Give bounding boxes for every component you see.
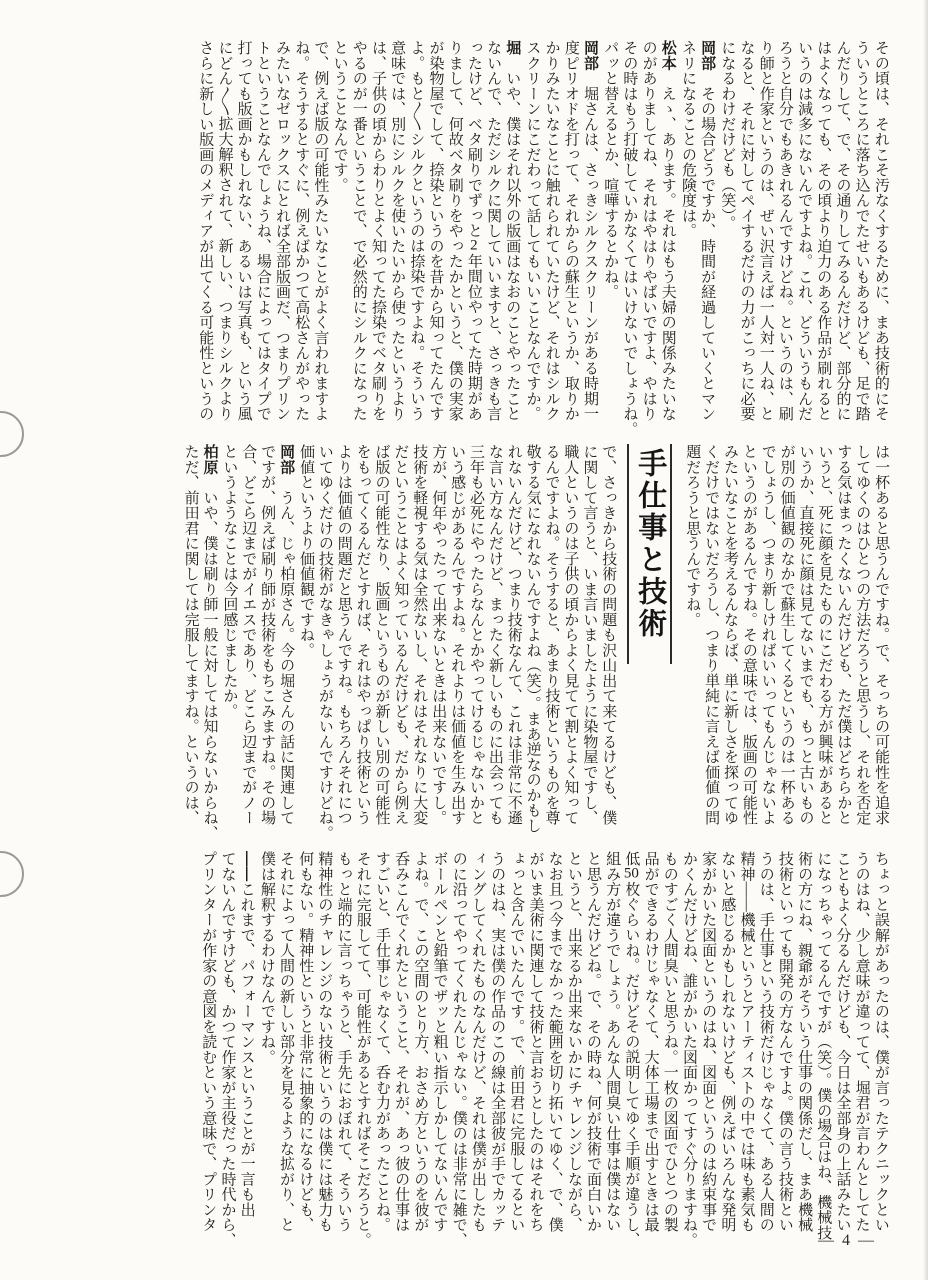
text-column: は、子供の頃からわりとよく知ってた捺染でベタ刷りを: [369, 40, 386, 422]
text-column: すごいと、手仕事じゃなくて、呑む力があったことね。: [373, 851, 390, 1233]
text-column: 岡部 堀さんは、さっきシルクスクリーンがある時期一: [582, 40, 599, 422]
text-column: ょっと含んでいたんです。で、前田君に完服してるとい: [508, 851, 525, 1233]
text-column: が別の価値観のなかで蘇生してくるというのは一杯ある: [778, 444, 795, 826]
text-column: でしょうし、つまり新しければいいってもんじゃないよ: [759, 444, 776, 826]
text-column: 合、どこら辺までがイエスであり、どこら辺までがノー: [240, 444, 257, 826]
text-column: うのはね、実は僕の作品のこの線は全部彼が手でカッテ: [489, 851, 506, 1233]
text-column: 堀 いや、僕はそれ以外の版画はなおのことやったこと: [504, 40, 522, 422]
text-column: るんですよね。そうすると、あまり技術というものを尊: [543, 444, 560, 826]
text-column: と思うんだけどね。で、その時ね、何が技術で面白いか: [585, 851, 601, 1233]
text-column: 家がかいた図面というのはね、図面というのは約束事で: [700, 851, 717, 1233]
text-column: というようなことは今回感じましたか。: [221, 444, 238, 719]
text-column: その頃は、それこそ汚なくするために、まあ技術的にそ: [872, 40, 889, 422]
text-column: やるのが一番ということで、で必然的にシルクになった: [350, 40, 367, 422]
text-column: んだりして、で、その通りしてみるんだけど、部分的に: [834, 40, 851, 422]
text-column: は一杯あると思うんですね。で、そっちの可能性を追求: [873, 444, 890, 826]
text-column: 精神性のチャレンジのない技術というのは僕には魅力も: [316, 851, 333, 1233]
text-column: いてゆくだけの技術がなきゃしょうがないんですけどね。: [316, 444, 333, 841]
text-column: のに沿ってやってくれたんじゃない。僕のは非常に雑で、: [450, 851, 467, 1248]
text-column: ということなんです。: [331, 40, 348, 193]
band-3: [196, 851, 892, 1248]
text-column: なると、それに対してペイするだけの力がこっちに必要: [738, 40, 755, 422]
binding-hole-bottom-mark: [0, 851, 24, 897]
text-column: なお且つ今までなかった範囲を切り拓いてゆく、で、僕: [546, 851, 563, 1233]
text-column: で、さっきから技術の問題も沢山出て来てるけども、僕: [600, 444, 617, 826]
text-column: ね。そうするとすぐに、例えばかつて高松さんがやった: [293, 40, 310, 422]
text-column: 品ができるわけじゃなくて、大体工場まで出すときは最: [642, 851, 659, 1233]
text-column: それに完服してて、可能性があるとすればそこだろうと。: [354, 851, 371, 1248]
text-column: 松本 えゝ、あります。それはもう夫婦の関係みたいな: [659, 40, 677, 422]
text-column: 意味では、別にシルクを使いたいから使ったというより: [389, 40, 406, 422]
speaker-name: 岡部: [582, 40, 599, 71]
text-column: パッと替えるとか、喧嘩するとかね。: [602, 40, 619, 300]
tcy-number: 50: [623, 866, 639, 882]
text-column: ボールペンと鉛筆でザッと粗い指示しかしてないんです: [431, 851, 448, 1233]
section-heading: 手仕事と技術: [627, 444, 672, 664]
text-column: トということなんでしょうね、場合によってはタイプで: [254, 40, 271, 422]
speaker-name: 松本: [659, 40, 677, 71]
text-column: 三年も必死にやったらなんとかやってけるじゃないかと: [467, 444, 484, 826]
text-column: みたいなゼロックスにとれば全部版画だ、つまりプリン: [274, 40, 290, 422]
text-column: ろうと自分でもあきれるんですけどね。というのは、刷: [776, 40, 793, 422]
text-column: ィングしてくれたものなんだけど、それは僕が出したも: [469, 851, 486, 1233]
text-column: 価値というより価値観ですね。: [297, 444, 314, 658]
text-column: に関して言うと、いま言いましたように染物屋ですし、: [581, 444, 598, 826]
text-column: れないんだけど、つまり技術なんて、これは非常に不遜: [505, 444, 522, 826]
text-column: 低50枚ぐらいね。だけどその説明してゆく手順が違うし、: [623, 851, 640, 1248]
text-column: 精神——機械というとアーティストの中では味も素気も: [738, 851, 755, 1233]
text-column: かりみたいなことに触れられていたけど、それはシルク: [543, 40, 560, 422]
text-column: 打っても版画かもしれない、あるいは写真も、という風: [235, 40, 252, 422]
text-column: になるわけだけども（笑）。: [719, 40, 736, 231]
text-column: ないんで、ただシルクに関していいますと、さっきも言: [485, 40, 502, 422]
text-column: ちょっと誤解があったのは、僕が言ったテクニックとい: [872, 851, 889, 1233]
text-column: 柏原 いや、僕は刷り師一般に対しては知らないからね、: [201, 444, 219, 841]
text-column: うのは、手仕事という技術だけじゃなくて、ある人間の: [757, 851, 774, 1233]
speaker-name: 岡部: [278, 444, 296, 475]
text-column: 組み方が違うでしょう。あんな人間臭い仕事は僕はない: [604, 851, 621, 1233]
text-column: 何もない。精神性というと非常に抽象的になるけども、: [297, 851, 314, 1233]
text-column: もっと端的に言っちゃうと、手先におぼれて、そういう: [335, 851, 352, 1233]
text-column: というと、出来るか出来ないかにチャレンジしながら、: [565, 851, 582, 1233]
speaker-name: ――: [238, 851, 256, 882]
speaker-name: 岡部: [699, 40, 717, 71]
text-column: をもってくるんだとすれば、それはやっぱり技術という: [354, 444, 371, 826]
text-column: になっちゃってるんですが（笑）。僕の場合はね、機械技: [815, 851, 832, 1240]
text-column: りまして、何故ベタ刷りをやったかというと、僕の実家: [446, 40, 463, 422]
text-column: スクリーンにこだわって話してもいいことなんですか。: [524, 40, 541, 422]
text-column: する気はまったくないんだけども、ただ僕はどちらかと: [835, 444, 852, 826]
text-column: くだけではないだろうし、つまり単純に言えば価値の問: [703, 444, 720, 826]
text-column: こともよく分るんだけども、今日は全部身の上話みたい: [834, 851, 851, 1233]
text-column: うのはね、少し意味が違ってて、堀君が言わんとしてた: [853, 851, 870, 1233]
text-column: はよくなっても、その頃より迫力のある作品が刷れると: [815, 40, 832, 422]
text-column: というのがあるんですね。その意味では、版画の可能性: [740, 444, 757, 826]
text-column: 技術を軽視する気は全然ないし、それはそれなりに大変: [411, 444, 428, 826]
text-column: 僕は解釈するわけなんですね。: [258, 851, 275, 1065]
text-column: いうと、死に顔を見たものにこだわる方が興味があると: [816, 444, 833, 826]
speaker-name: 柏原: [201, 444, 219, 475]
page-number: — 4 —: [818, 1232, 876, 1249]
text-column: いうのは減多にないんですよね。これ、どういうもんだ: [796, 40, 813, 422]
text-column: にどん〳〵拡大解釈されて、新しい、つまりシルクより: [216, 40, 233, 421]
band-1: [193, 40, 892, 437]
binding-hole-top-mark: [0, 411, 24, 457]
text-column: 度ピリオドを打って、それからの蘇生というか、取りか: [562, 40, 579, 422]
text-column: 職人というのは子供の頃からよく見てて割とよく知って: [562, 444, 579, 826]
text-column: ですが、例えば刷り師が技術をもちこみますね。その場: [259, 444, 276, 826]
text-column: ――これまで、パフォーマンスということが一言も出: [238, 851, 256, 1217]
text-column: それによって人間の新しい部分を見るような拡がり、と: [278, 851, 294, 1233]
text-column: が染物屋でして、捺染というのを昔から知ってたんです: [427, 40, 444, 422]
text-column: 呑みこんでくれたということ、それが、あっ彼の仕事は: [393, 851, 410, 1233]
text-column: 岡部 うん、じゃ柏原さん。今の堀さんの話に関連して: [278, 444, 296, 826]
text-column: り師と作家というのは、ぜい沢言えば一人対一人ね、と: [757, 40, 774, 422]
band-2: [179, 444, 892, 841]
text-column: 岡部 その場合どうですか、時間が経過していくとマン: [699, 40, 717, 422]
text-column: いうか、直接死に顔は見てないまでも、もっと古いもの: [797, 444, 814, 826]
text-column: ういうところに落ち込んでたせいもあるけども、足で踏: [853, 40, 870, 422]
text-column: てないんですけども、かつて作家が主役だった時代から、: [219, 851, 236, 1248]
text-column: がいま美術に関連して技術と言おうとしたのはそれをち: [527, 851, 544, 1233]
text-column: ったけど、ベタ刷りでずっと2年間位やってた時期があ: [465, 40, 482, 421]
text-column: 技術といっても開発の方なんですよ。僕の言う技術とい: [776, 851, 793, 1233]
text-column: よりは価値の問題だと思うんですね。もちろんそれにつ: [335, 444, 352, 826]
text-column: ネリになることの危険度は。: [679, 40, 696, 239]
text-column: 敬する気になれないんですよね（笑）。まあ逆なのかもし: [524, 444, 541, 833]
text-column: ものすごく人間臭いと思うね。一枚の図面でひとつの製: [661, 851, 678, 1233]
text-column: な言い方なんだけど、まったく新しいものに出会っても: [486, 444, 503, 826]
text-column: のがありましてね、それはやはりやばいですよ、やはり: [640, 40, 657, 422]
text-column: 題だろうと思うんですね。: [684, 444, 701, 627]
text-column: かくんだけどね、誰がかいた図面かってすぐ分りますね。: [680, 851, 697, 1248]
text-column: プリンターが作家の意図を読むという意味で、プリンタ: [200, 851, 217, 1233]
speaker-name: 堀: [504, 40, 522, 56]
text-column: いう感じがあるんですよね。それよりは価値を生み出す: [449, 444, 466, 826]
text-column: その時はもう打破していかなくてはいけないでしょうね。: [621, 40, 638, 437]
text-column: ば版の可能性なり、版画というものが新しい別の可能性: [373, 444, 390, 826]
text-column: ないと感じるかもしれないけども、例えばいろんな発明: [719, 851, 736, 1233]
text-column: さらに新しい版画のメディアが出てくる可能性というの: [197, 40, 214, 422]
text-column: 術の方にね、親爺がそういう仕事の関係だし、まあ機械: [796, 851, 813, 1233]
text-column: ただ、前田君に関しては完服してますね。というのは、: [182, 444, 199, 826]
tcy-number: 2: [470, 238, 478, 254]
text-column: よね。で、この空間のとり方、おさめ方というのを彼が: [412, 851, 429, 1233]
text-column: してゆくのはひとつの方法だろうと思うし、それを否定: [854, 444, 871, 826]
text-column: みたいなことを考えるんならば、単に新しさを探ってゆ: [721, 444, 738, 826]
text-column: 方が、何年やったって出来ないときは出来ないですし。: [430, 444, 447, 826]
text-column: で、例えば版の可能性みたいなことがよく言われますよ: [312, 40, 329, 422]
text-column: だということはよく知っているんだけども、だから例え: [392, 444, 409, 826]
text-column: よ。もと〳〵シルクというのは捺染ですよね。そういう: [408, 40, 425, 421]
